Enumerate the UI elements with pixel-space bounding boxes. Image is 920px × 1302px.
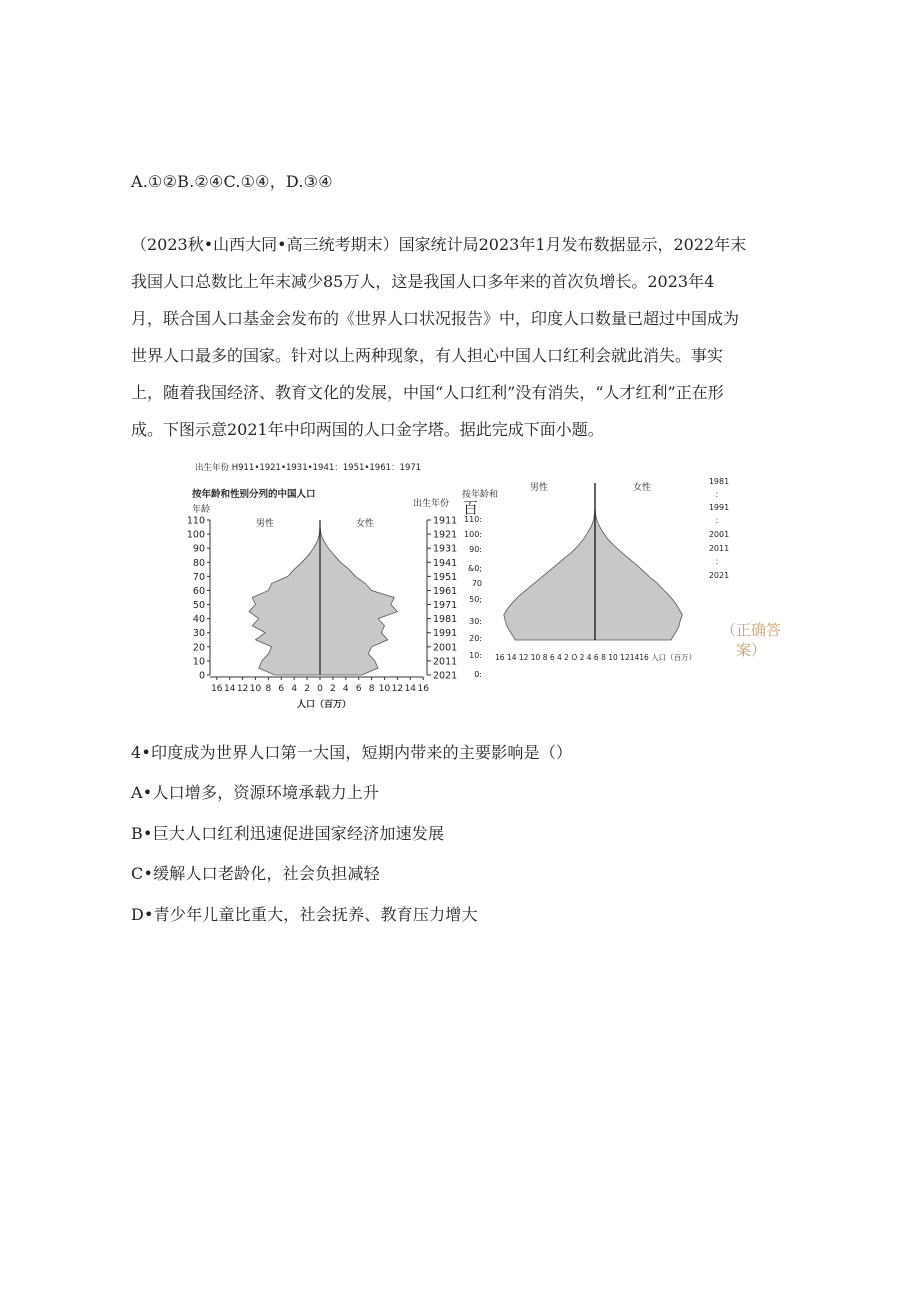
india-x-axis-ticks: 16 14 12 10 8 6 4 2 O 2 4 6 8 10 121416 人口（百万）	[495, 653, 697, 662]
india-age-tick-label: 100:	[464, 530, 482, 539]
china-age-tick-label: 30	[192, 628, 205, 640]
india-age-tick-label: 90:	[469, 545, 482, 554]
china-x-tick-label: 4	[342, 684, 349, 694]
china-age-axis-label: 年龄	[192, 505, 211, 515]
china-year-tick-label: 1931	[433, 543, 458, 555]
china-age-tick-label: 50	[192, 600, 205, 612]
india-age-axis-header: 按年龄和	[462, 490, 499, 500]
china-age-tick-label: 20	[192, 642, 205, 654]
india-year-tick-label: 1981	[708, 477, 730, 486]
india-age-tick-label: &0;	[467, 564, 482, 573]
option-b[interactable]: B•巨大人口红利迅速促进国家经济加速发展	[131, 824, 445, 843]
china-legend-female: 女性	[356, 519, 375, 529]
india-year-tick-label: 2011	[708, 544, 730, 553]
china-age-tick-label: 110	[186, 515, 205, 527]
passage-line: 上，随着我国经济、教育文化的发展，中国“人口红利”没有消失，“人才红利”正在形	[131, 383, 724, 402]
india-legend-male: 男性	[530, 483, 549, 493]
china-plot-area	[187, 516, 457, 695]
china-year-tick-label: 2021	[433, 670, 458, 682]
china-birth-year-axis-label: 出生年份	[413, 499, 450, 509]
india-year-tick-label: ：	[715, 490, 723, 499]
china-x-tick-label: 14	[404, 684, 417, 694]
india-pyramid-shape	[504, 503, 683, 640]
india-age-tick-label: 50;	[469, 595, 482, 604]
china-age-tick-label: 80	[192, 557, 205, 569]
china-x-tick-label: 10	[378, 684, 391, 694]
china-year-tick-label: 1911	[433, 515, 458, 527]
previous-question-options: A.①②B.②④C.①④，D.③④	[131, 172, 333, 191]
india-age-tick-label: 30:	[469, 617, 482, 626]
china-x-tick-label: 8	[265, 684, 272, 694]
india-age-tick-label: 0:	[474, 670, 482, 679]
china-age-tick-label: 60	[192, 585, 205, 597]
pyramid-svg	[186, 455, 800, 725]
india-year-tick-label: 1991	[708, 503, 730, 512]
passage-line: 成。下图示意2021年中印两国的人口金字塔。据此完成下面小题。	[131, 420, 604, 439]
china-x-tick-label: 4	[291, 684, 298, 694]
india-year-tick-label: 2021	[708, 571, 730, 580]
india-age-tick-label: 110:	[464, 515, 482, 524]
china-x-tick-label: 16	[211, 684, 223, 694]
china-year-tick-label: 1971	[433, 600, 458, 612]
china-legend-male: 男性	[256, 519, 275, 529]
india-age-tick-label: 10:	[469, 651, 482, 660]
china-x-tick-label: 2	[304, 684, 310, 694]
india-header-char: 百	[463, 499, 479, 517]
china-x-tick-label: 14	[223, 684, 236, 694]
china-x-tick-label: 12	[236, 684, 249, 694]
passage-line: 月，联合国人口基金会发布的《世界人口状况报告》中，印度人口数量已超过中国成为	[131, 309, 740, 328]
option-c[interactable]: C•缓解人口老龄化，社会负担减轻	[131, 864, 380, 883]
china-age-tick-label: 70	[192, 571, 205, 583]
china-age-tick-label: 90	[192, 543, 205, 555]
india-year-tick-label: ：	[715, 557, 723, 566]
india-age-tick-label: 20:	[469, 634, 482, 643]
china-year-tick-label: 1941	[433, 557, 458, 569]
china-year-tick-label: 1991	[433, 628, 458, 640]
china-age-tick-label: 0	[198, 670, 205, 682]
option-d[interactable]: D•青少年儿童比重大，社会抚养、教育压力增大	[131, 905, 478, 924]
india-year-tick-label: 2001	[708, 530, 730, 539]
china-age-tick-label: 10	[192, 656, 205, 668]
passage-line: （2023秋•山西大同•高三统考期末）国家统计局2023年1月发布数据显示，2022年末	[131, 235, 747, 254]
china-x-tick-label: 10	[249, 684, 262, 694]
china-year-tick-label: 2011	[433, 656, 458, 668]
option-a[interactable]: A•人口增多，资源环境承载力上升	[131, 783, 380, 802]
china-x-tick-label: 8	[368, 684, 375, 694]
china-chart-title: 按年龄和性别分列的中国人口	[192, 489, 316, 500]
china-x-tick-label: 6	[278, 684, 285, 694]
population-pyramid-figure	[186, 455, 800, 725]
passage-line: 我国人口总数比上年末减少85万人，这是我国人口多年来的首次负增长。2023年4	[131, 272, 715, 291]
india-year-tick-label: ：	[715, 516, 723, 525]
china-x-tick-label: 12	[391, 684, 404, 694]
china-year-tick-label: 1961	[433, 585, 458, 597]
china-age-tick-label: 100	[186, 529, 205, 541]
china-x-tick-label: 0	[317, 684, 323, 694]
china-year-tick-label: 1921	[433, 529, 458, 541]
china-year-tick-label: 1951	[433, 571, 458, 583]
china-year-tick-label: 1981	[433, 614, 458, 626]
correct-answer-note: （正确答案）	[720, 621, 781, 659]
india-legend-female: 女性	[633, 483, 652, 493]
china-birth-year-caption: 出生年份 H911•1921•1931•1941：1951•1961：1971	[195, 463, 422, 473]
passage	[131, 226, 791, 448]
china-year-tick-label: 2001	[433, 642, 458, 654]
question-stem: 4•印度成为世界人口第一大国，短期内带来的主要影响是（）	[131, 743, 573, 762]
china-age-tick-label: 40	[192, 614, 205, 626]
china-x-axis-label: 人口（百万）	[297, 700, 352, 710]
china-x-tick-label: 6	[355, 684, 362, 694]
china-x-tick-label: 16	[417, 684, 429, 694]
china-pyramid-shape	[249, 523, 397, 675]
india-age-tick-label: 70	[471, 579, 482, 588]
india-plot-area	[464, 477, 729, 679]
passage-line: 世界人口最多的国家。针对以上两种现象，有人担心中国人口红利会就此消失。事实	[131, 346, 724, 365]
china-x-tick-label: 2	[330, 684, 336, 694]
